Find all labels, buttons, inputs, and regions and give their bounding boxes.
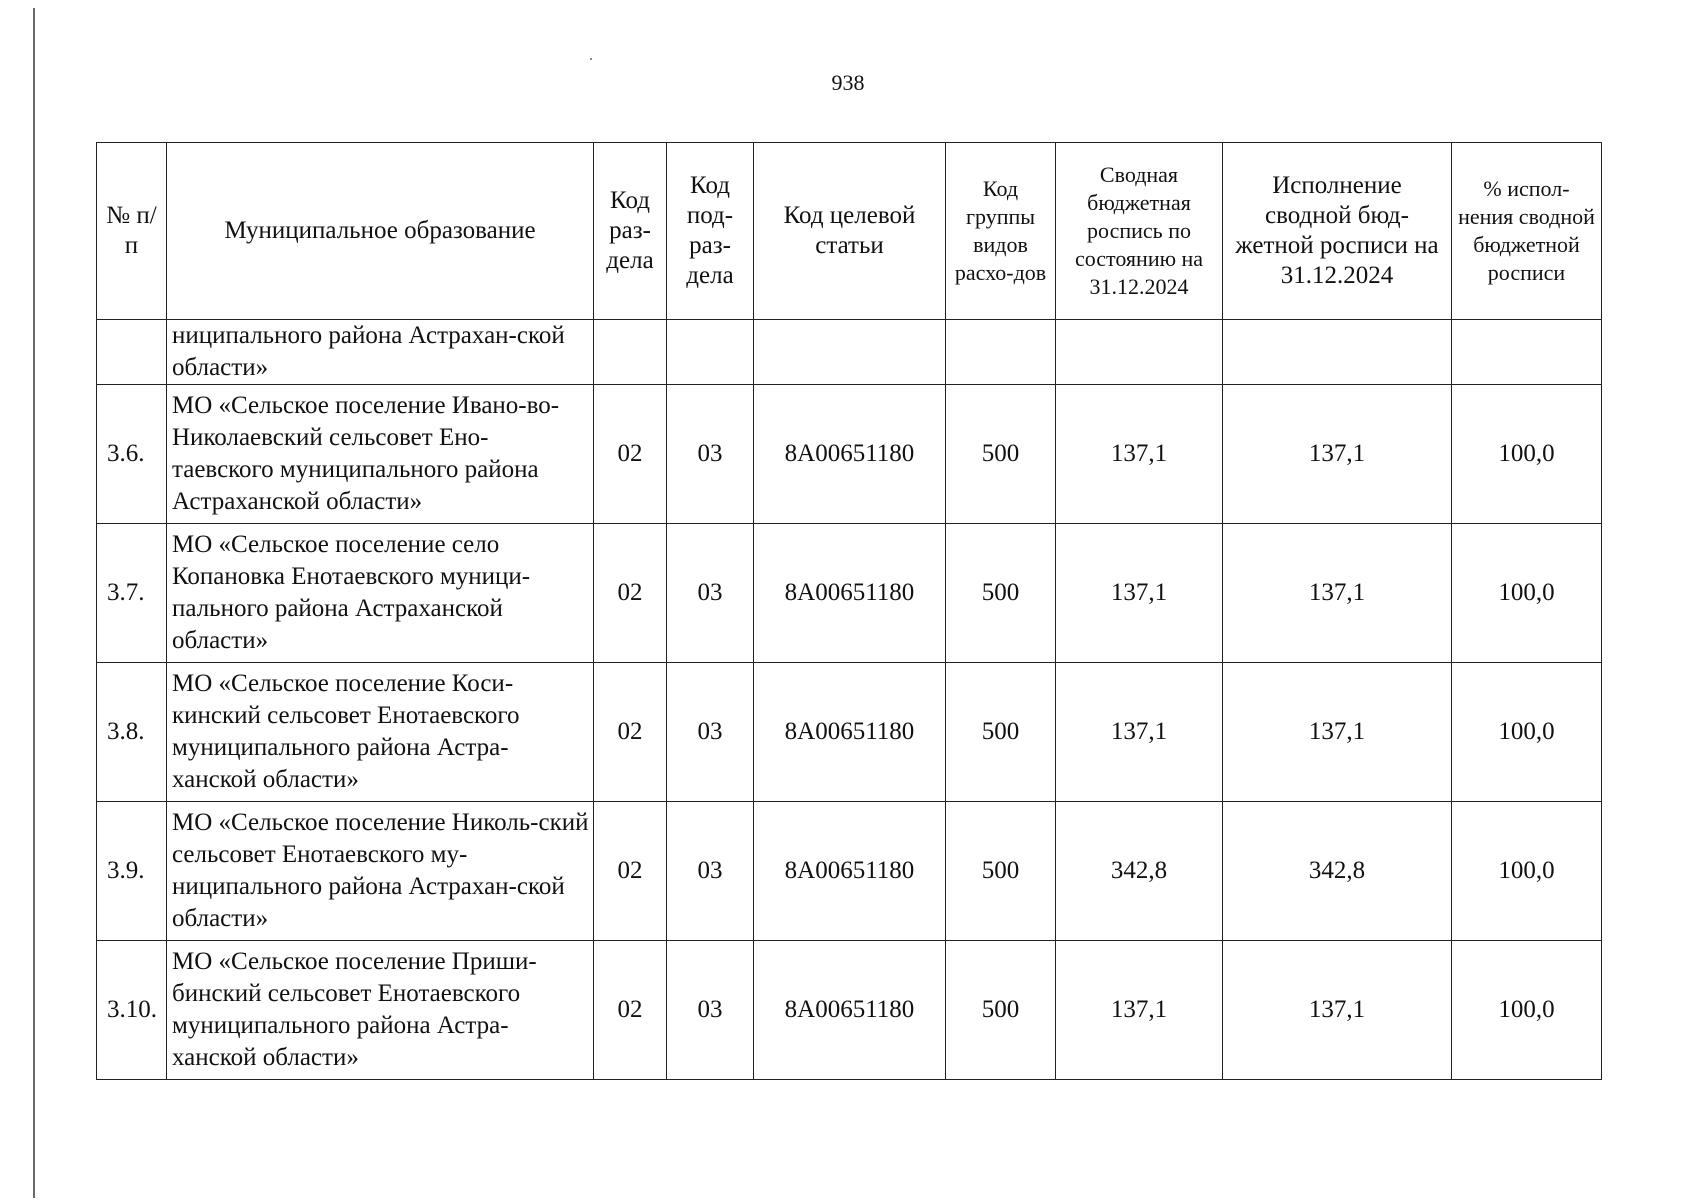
cell-target: 8А00651180 (754, 941, 946, 1080)
table-body (97, 320, 1602, 1080)
cell-target: 8А00651180 (754, 802, 946, 941)
cell-plan: 137,1 (1056, 524, 1223, 663)
cell-section: 02 (594, 524, 667, 663)
table-row (97, 941, 1602, 1080)
cell-group (946, 320, 1056, 385)
table-row (97, 802, 1602, 941)
cell-num: 3.6. (97, 385, 167, 524)
table-row (97, 663, 1602, 802)
cell-subsection: 03 (667, 802, 754, 941)
header-section-code: Код раз-дела (594, 143, 667, 320)
header-consolidated-plan: Сводная бюджетная роспись по состоянию на 31.12.2024 (1056, 143, 1223, 320)
cell-num: 3.10. (97, 941, 167, 1080)
table-row-continuation (97, 320, 1602, 385)
cell-subsection: 03 (667, 663, 754, 802)
cell-target: 8А00651180 (754, 385, 946, 524)
cell-execution: 342,8 (1223, 802, 1452, 941)
header-subsection-code: Код под-раз-дела (667, 143, 754, 320)
header-percent: % испол-нения сводной бюджетной росписи (1452, 143, 1602, 320)
cell-percent: 100,0 (1452, 802, 1602, 941)
header-row (97, 143, 1602, 320)
cell-subsection (667, 320, 754, 385)
cell-group: 500 (946, 941, 1056, 1080)
cell-execution (1223, 320, 1452, 385)
header-num: № п/п (97, 143, 167, 320)
cell-name: МО «Сельское поселение Коси-кинский сельсовет Енотаевского муниципального района Астра-ханской области» (167, 663, 594, 802)
cell-execution: 137,1 (1223, 663, 1452, 802)
cell-section: 02 (594, 385, 667, 524)
cell-num: 3.8. (97, 663, 167, 802)
cell-section: 02 (594, 802, 667, 941)
cell-plan: 137,1 (1056, 663, 1223, 802)
cell-name: МО «Сельское поселение Ивано-во-Николаевский сельсовет Ено-таевского муниципального района Астраханской области» (167, 385, 594, 524)
cell-subsection: 03 (667, 385, 754, 524)
cell-name: МО «Сельское поселение село Копановка Енотаевского муници-пального района Астраханской области» (167, 524, 594, 663)
cell-target: 8А00651180 (754, 524, 946, 663)
page-margin-line (33, 8, 35, 1198)
table-row (97, 385, 1602, 524)
cell-plan (1056, 320, 1223, 385)
cell-percent: 100,0 (1452, 663, 1602, 802)
cell-num: 3.9. (97, 802, 167, 941)
cell-section: 02 (594, 941, 667, 1080)
cell-target: 8А00651180 (754, 663, 946, 802)
cell-plan: 342,8 (1056, 802, 1223, 941)
cell-percent: 100,0 (1452, 524, 1602, 663)
cell-group: 500 (946, 524, 1056, 663)
cell-execution: 137,1 (1223, 385, 1452, 524)
table-row (97, 524, 1602, 663)
budget-table (96, 142, 1602, 1080)
cell-num: 3.7. (97, 524, 167, 663)
cell-group: 500 (946, 385, 1056, 524)
page-number: 938 (831, 70, 865, 95)
header-execution: Исполнение сводной бюд-жетной росписи на 31.12.2024 (1223, 143, 1452, 320)
cell-name: ниципального района Астрахан-ской области» (167, 320, 594, 385)
cell-subsection: 03 (667, 524, 754, 663)
cell-plan: 137,1 (1056, 941, 1223, 1080)
cell-name: МО «Сельское поселение Приши-бинский сельсовет Енотаевского муниципального района Астра-ханской области» (167, 941, 594, 1080)
cell-section: 02 (594, 663, 667, 802)
cell-name: МО «Сельское поселение Николь-ский сельсовет Енотаевского му-ниципального района Астрахан-ской области» (167, 802, 594, 941)
cell-group: 500 (946, 663, 1056, 802)
cell-percent: 100,0 (1452, 385, 1602, 524)
cell-percent (1452, 320, 1602, 385)
cell-percent: 100,0 (1452, 941, 1602, 1080)
table-header (97, 143, 1602, 320)
cell-num (97, 320, 167, 385)
cell-execution: 137,1 (1223, 941, 1452, 1080)
cell-execution: 137,1 (1223, 524, 1452, 663)
cell-section (594, 320, 667, 385)
cell-group: 500 (946, 802, 1056, 941)
cell-plan: 137,1 (1056, 385, 1223, 524)
cell-target (754, 320, 946, 385)
header-expense-group-code: Код группы видов расхо-дов (946, 143, 1056, 320)
header-target-code: Код целевой статьи (754, 143, 946, 320)
scan-speck (590, 58, 592, 60)
cell-subsection: 03 (667, 941, 754, 1080)
header-municipality: Муниципальное образование (167, 143, 594, 320)
